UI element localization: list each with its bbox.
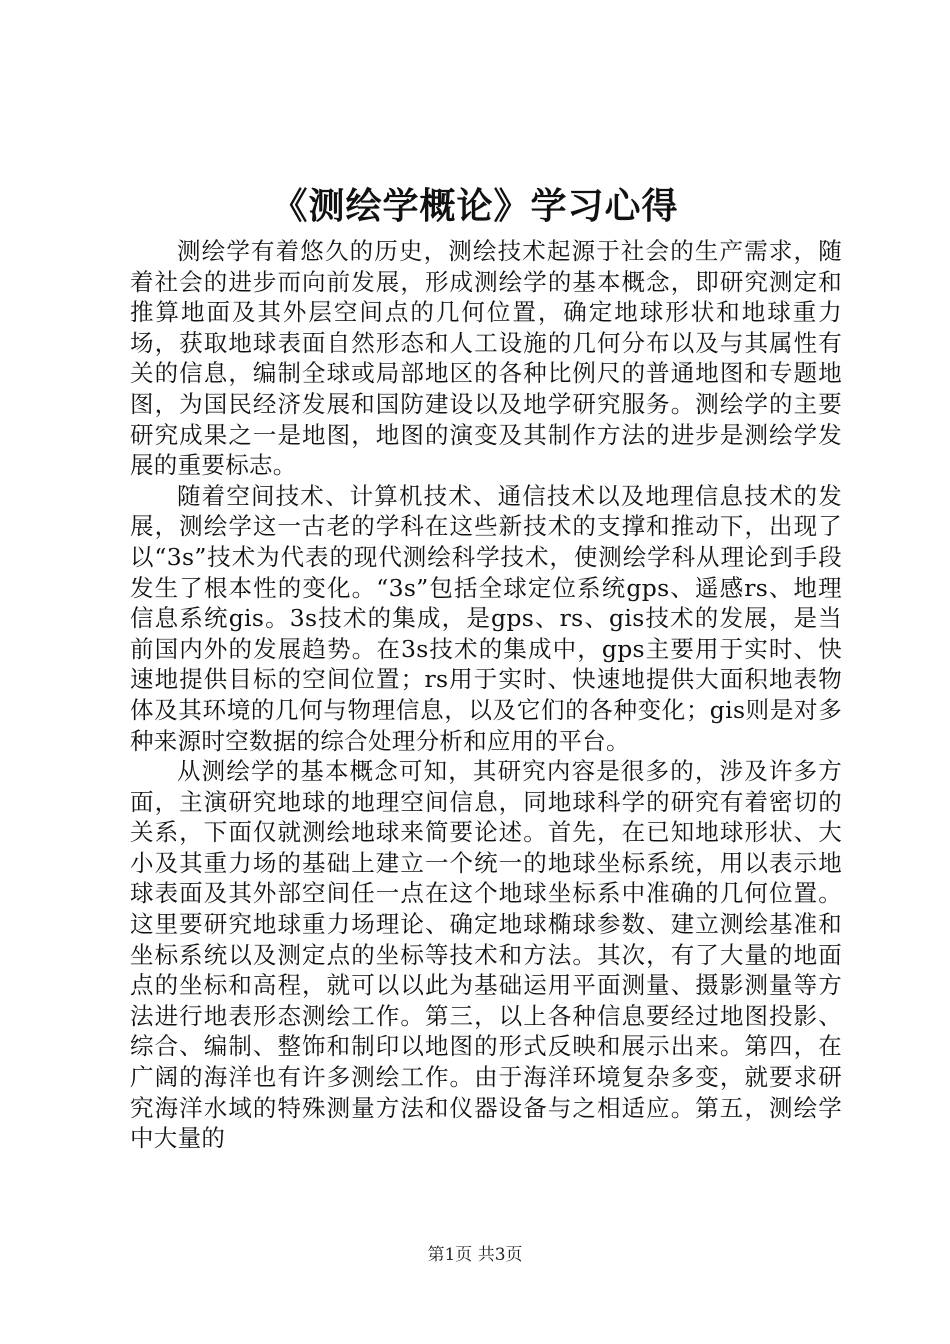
paragraph-1: 测绘学有着悠久的历史，测绘技术起源于社会的生产需求，随着社会的进步而向前发展，形成测绘学的基本概念，即研究测定和推算地面及其外层空间点的几何位置，确定地球形状和地球重力场，获取地球表面自然形态和人工设施的几何分布以及与其属性有关的信息，编制全球或局部地区的各种比例尺的普通地图和专题地图，为国民经济发展和国防建设以及地学研究服务。测绘学的主要研究成果之一是地图，地图的演变及其制作方法的进步是测绘学发展的重要标志。: [130, 237, 842, 480]
document-title: 《测绘学概论》学习心得: [271, 185, 679, 227]
document-body: [130, 236, 842, 1154]
paragraph-3: 从测绘学的基本概念可知，其研究内容是很多的，涉及许多方面，主演研究地球的地理空间信息，同地球科学的研究有着密切的关系，下面仅就测绘地球来简要论述。首先，在已知地球形状、大小及其重力场的基础上建立一个统一的地球坐标系统，用以表示地球表面及其外部空间任一点在这个地球坐标系中准确的几何位置。这里要研究地球重力场理论、确定地球椭球参数、建立测绘基准和坐标系统以及测定点的坐标等技术和方法。其次，有了大量的地面点的坐标和高程，就可以以此为基础运用平面测量、摄影测量等方法进行地表形态测绘工作。第三，以上各种信息要经过地图投影、综合、编制、整饰和制印以地图的形式反映和展示出来。第四，在广阔的海洋也有许多测绘工作。由于海洋环境复杂多变，就要求研究海洋水域的特殊测量方法和仪器设备与之相适应。第五，测绘学中大量的: [130, 757, 842, 1153]
page-number-footer: 第1页 共3页: [427, 1245, 523, 1265]
paragraph-2: 随着空间技术、计算机技术、通信技术以及地理信息技术的发展，测绘学这一古老的学科在这些新技术的支撑和推动下，出现了以“3s”技术为代表的现代测绘科学技术，使测绘学科从理论到手段发生了根本性的变化。“3s”包括全球定位系统gps、遥感rs、地理信息系统gis。3s技术的集成，是gps、rs、gis技术的发展，是当前国内外的发展趋势。在3s技术的集成中，gps主要用于实时、快速地提供目标的空间位置；rs用于实时、快速地提供大面积地表物体及其环境的几何与物理信息，以及它们的各种变化；gis则是对多种来源时空数据的综合处理分析和应用的平台。: [130, 481, 842, 755]
